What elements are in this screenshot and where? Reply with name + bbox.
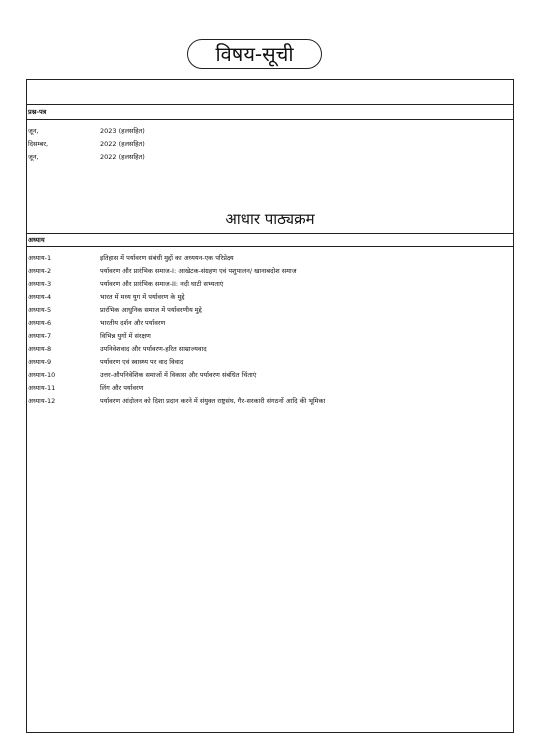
paper-month: जून, <box>28 127 39 135</box>
chapter-row <box>28 252 511 264</box>
question-paper-row <box>28 151 511 163</box>
chapter-title: भारतीय दर्शन और पर्यावरण <box>100 319 166 327</box>
chapter-number: अध्याय-7 <box>28 332 52 340</box>
chapter-title: उत्तर-औपनिवेशिक समाजों में विकास और पर्यावरण संबंधित चिंताएं <box>100 371 257 379</box>
paper-year: 2022 (हलसहित) <box>100 153 145 161</box>
syllabus-heading: आधार पाठ्यक्रम <box>225 210 315 228</box>
chapter-row <box>28 382 511 394</box>
chapter-row <box>28 317 511 329</box>
paper-year: 2023 (हलसहित) <box>100 127 145 135</box>
divider <box>27 246 513 247</box>
chapter-row <box>28 330 511 342</box>
chapter-title: लिंग और पर्यावरण <box>100 384 144 392</box>
chapter-row <box>28 343 511 355</box>
chapter-row <box>28 304 511 316</box>
chapter-number: अध्याय-11 <box>28 384 56 392</box>
divider <box>27 233 513 234</box>
chapter-number: अध्याय-12 <box>28 397 56 405</box>
paper-month: दिसम्बर, <box>28 140 49 148</box>
question-papers-label: प्रश्न-पत्र <box>28 108 47 116</box>
chapter-title: भारत में मध्य युग में पर्यावरण के मुद्दे <box>100 293 185 301</box>
contents-frame <box>26 79 514 733</box>
chapter-title: पर्यावरण एवं स्वास्थ्य पर वाद विवाद <box>100 358 184 366</box>
chapter-title: पर्यावरण आंदोलन को दिशा प्रदान करने में संयुक्त राष्ट्रसंघ, गैर-सरकारी संगठनों आदि की भूमिका <box>100 397 326 405</box>
chapter-row <box>28 395 511 407</box>
page-title <box>187 39 322 69</box>
chapter-number: अध्याय-6 <box>28 319 52 327</box>
chapter-title: विभिन्न युगों में संरक्षण <box>100 332 151 340</box>
chapter-number: अध्याय-10 <box>28 371 56 379</box>
chapter-row <box>28 356 511 368</box>
paper-year: 2022 (हलसहित) <box>100 140 145 148</box>
chapter-number: अध्याय-1 <box>28 254 52 262</box>
chapter-number: अध्याय-4 <box>28 293 52 301</box>
chapter-title: पर्यावरण और प्रारंभिक समाज-I: आखेटक-संग्रहण एवं पशुपालन/ खानाबदोश समाज <box>100 267 297 275</box>
chapter-title: प्रारंभिक आधुनिक समाज में पर्यावरणीय मुद्दे <box>100 306 202 314</box>
chapter-number: अध्याय-9 <box>28 358 52 366</box>
page-title-text: विषय-सूची <box>215 42 294 66</box>
chapter-number: अध्याय-5 <box>28 306 52 314</box>
chapter-row <box>28 265 511 277</box>
paper-month: जून, <box>28 153 39 161</box>
chapter-title: पर्यावरण और प्रारंभिक समाज-II: नदी घाटी सभ्यताएं <box>100 280 224 288</box>
chapter-title: इतिहास में पर्यावरण संबंधी मुद्दों का अध्ययन-एक परिप्रेक्ष्य <box>100 254 234 262</box>
chapter-title: उपनिवेशवाद और पर्यावरण-हरित साम्राज्यवाद <box>100 345 207 353</box>
chapter-row <box>28 369 511 381</box>
chapter-number: अध्याय-2 <box>28 267 52 275</box>
chapters-label: अध्याय <box>28 236 45 244</box>
question-paper-row <box>28 125 511 137</box>
chapter-row <box>28 278 511 290</box>
chapter-number: अध्याय-8 <box>28 345 52 353</box>
chapter-row <box>28 291 511 303</box>
chapter-number: अध्याय-3 <box>28 280 52 288</box>
divider <box>27 104 513 105</box>
divider <box>27 119 513 120</box>
question-paper-row <box>28 138 511 150</box>
